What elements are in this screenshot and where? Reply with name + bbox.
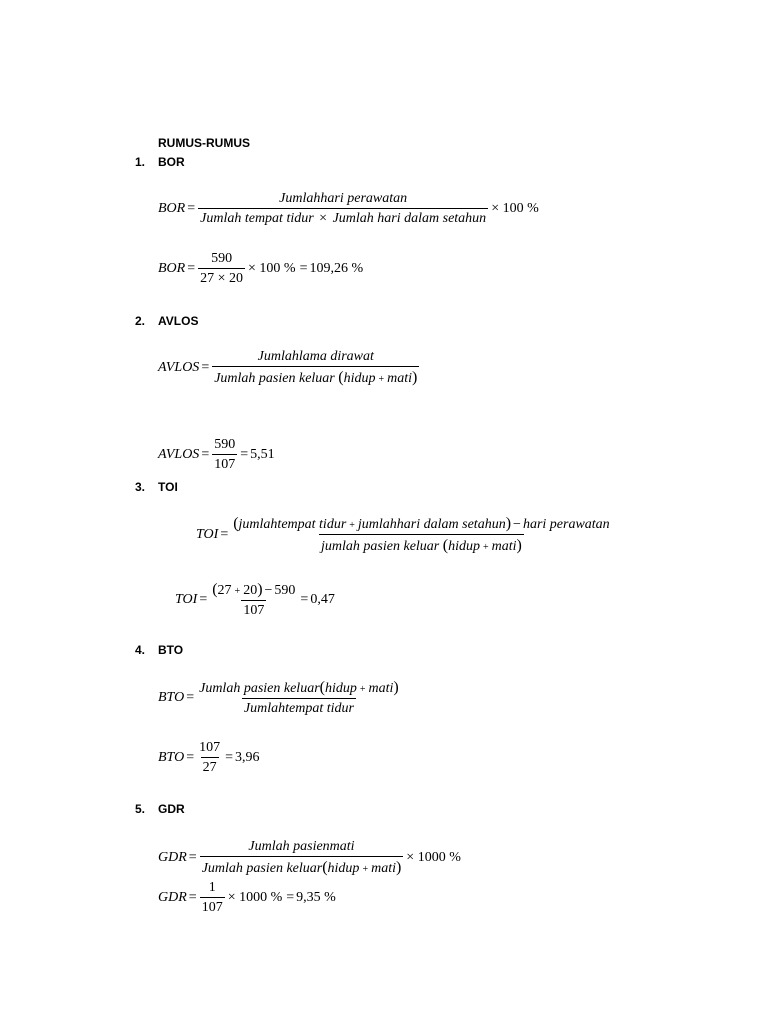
formula-lhs: BOR <box>158 201 186 216</box>
minus-sign: − <box>264 583 273 598</box>
fraction <box>200 840 404 876</box>
gdr-formula <box>158 840 463 876</box>
minus-sign: − <box>513 517 521 532</box>
formula-lhs: GDR <box>158 850 187 865</box>
numerator-term: 590 <box>274 583 296 598</box>
section-title: TOI <box>158 480 178 494</box>
calc-result: 109,26 % <box>309 261 364 276</box>
equals-sign: = <box>186 690 195 705</box>
equals-sign: = <box>300 592 309 607</box>
calc-lhs: BTO <box>158 750 185 765</box>
denominator-term: mati <box>491 539 517 554</box>
paren-open: ( <box>442 537 449 554</box>
fraction-denominator: 27 <box>201 757 219 775</box>
fraction-numerator <box>231 516 611 534</box>
paren-open: ( <box>338 369 344 386</box>
toi-calculation <box>175 582 335 618</box>
paren-close: ) <box>257 581 263 598</box>
avlos-calculation <box>158 438 275 472</box>
denominator-term: Jumlah hari dalam setahun <box>332 211 487 226</box>
bor-formula <box>158 192 541 226</box>
section-title: BOR <box>158 155 185 169</box>
toi-formula <box>196 516 613 554</box>
plus-sign: + <box>359 684 366 695</box>
denominator-term: hidup <box>448 539 480 554</box>
fraction-numerator <box>197 680 401 698</box>
calc-lhs: BOR <box>158 261 186 276</box>
numerator-term: jumlahtempat tidur <box>238 517 347 532</box>
equals-sign: = <box>225 750 234 765</box>
calc-lhs: AVLOS <box>158 447 200 462</box>
fraction-denominator <box>319 534 524 554</box>
paren-open: ( <box>212 581 218 598</box>
section-heading-avlos <box>135 314 199 328</box>
equals-sign: = <box>299 261 308 276</box>
section-title: BTO <box>158 643 184 657</box>
denominator-term: mati <box>387 371 412 386</box>
section-heading-toi <box>135 480 178 494</box>
plus-sign: + <box>234 586 241 597</box>
fraction <box>212 438 237 472</box>
equals-sign: = <box>201 447 210 462</box>
formula-lhs: AVLOS <box>158 360 200 375</box>
formula-lhs: BTO <box>158 690 185 705</box>
equals-sign: = <box>186 750 195 765</box>
paren-open: ( <box>233 515 239 532</box>
calc-lhs: TOI <box>175 592 198 607</box>
plus-sign: + <box>482 542 489 553</box>
bto-calculation <box>158 741 260 775</box>
numerator-term: jumlahhari dalam setahun <box>357 517 506 532</box>
section-number: 3. <box>135 480 146 494</box>
gdr-calculation <box>158 881 336 915</box>
equals-sign: = <box>188 890 197 905</box>
fraction-denominator: 107 <box>200 897 225 915</box>
denominator-term: Jumlah tempat tidur <box>200 211 314 226</box>
section-number: 5. <box>135 802 146 816</box>
numerator-term: mati <box>368 681 394 696</box>
bor-calculation <box>158 252 363 286</box>
numerator-term: hidup <box>324 681 357 696</box>
fraction-numerator: Jumlah pasienmati <box>248 839 355 854</box>
numerator-term: 20 <box>243 583 258 598</box>
fraction-numerator: 1 <box>208 880 216 895</box>
denominator-term: hidup <box>343 371 376 386</box>
equals-sign: = <box>199 592 208 607</box>
equals-sign: = <box>286 890 295 905</box>
fraction-numerator: 590 <box>214 437 236 452</box>
fraction-numerator: Jumlahlama dirawat <box>257 349 374 364</box>
plus-sign: + <box>362 864 369 875</box>
fraction-numerator <box>210 582 297 600</box>
formula-lhs: TOI <box>196 527 219 542</box>
equals-sign: = <box>188 850 197 865</box>
section-number: 2. <box>135 314 146 328</box>
fraction-denominator: 107 <box>241 600 266 618</box>
fraction-denominator: 27 × 20 <box>198 268 245 286</box>
fraction <box>198 192 488 226</box>
calc-result: 5,51 <box>250 447 275 462</box>
numerator-term: Jumlah pasien keluar <box>199 681 320 696</box>
equals-sign: = <box>187 261 196 276</box>
paren-close: ) <box>412 369 418 386</box>
fraction-denominator <box>200 856 404 876</box>
calc-result: 3,96 <box>235 750 260 765</box>
paren-close: ) <box>395 859 402 876</box>
denominator-term: Jumlah pasien keluar <box>214 371 335 386</box>
formula-suffix: × 100 % <box>491 201 539 216</box>
section-heading-gdr <box>135 802 185 816</box>
calc-suffix: × 1000 % <box>227 890 283 905</box>
numerator-term: hari perawatan <box>522 517 610 532</box>
fraction-numerator: 590 <box>211 251 233 266</box>
fraction-denominator <box>212 366 419 386</box>
section-title: AVLOS <box>158 314 199 328</box>
page-title: RUMUS-RUMUS <box>158 136 250 150</box>
fraction <box>231 516 611 554</box>
paren-close: ) <box>505 515 512 532</box>
fraction-numerator: 107 <box>199 740 221 755</box>
plus-sign: + <box>349 520 355 531</box>
numerator-term: 27 <box>217 583 232 598</box>
fraction <box>212 350 419 386</box>
fraction <box>200 881 225 915</box>
avlos-formula <box>158 350 420 386</box>
fraction-numerator: Jumlahhari perawatan <box>279 191 408 206</box>
fraction <box>197 741 222 775</box>
denominator-term: jumlah pasien keluar <box>321 539 440 554</box>
calc-suffix: × 100 % <box>248 261 296 276</box>
fraction-denominator: Jumlahtempat tidur <box>242 698 356 716</box>
formula-suffix: × 1000 % <box>406 850 461 865</box>
times-sign: × <box>319 211 328 226</box>
denominator-term: mati <box>371 861 396 876</box>
denominator-term: Jumlah pasien keluar <box>201 861 323 876</box>
fraction <box>210 582 297 618</box>
plus-sign: + <box>378 374 385 385</box>
denominator-term: hidup <box>327 861 360 876</box>
section-heading-bor <box>135 155 185 169</box>
section-number: 1. <box>135 155 146 169</box>
fraction <box>198 252 245 286</box>
paren-close: ) <box>393 679 399 696</box>
equals-sign: = <box>240 447 249 462</box>
fraction-denominator <box>198 208 488 226</box>
paren-open: ( <box>322 859 328 876</box>
section-number: 4. <box>135 643 146 657</box>
section-title: GDR <box>158 802 185 816</box>
fraction <box>197 680 401 716</box>
equals-sign: = <box>187 201 196 216</box>
fraction-denominator: 107 <box>212 454 237 472</box>
section-heading-bto <box>135 643 184 657</box>
equals-sign: = <box>201 360 210 375</box>
equals-sign: = <box>220 527 229 542</box>
paren-open: ( <box>319 679 325 696</box>
calc-result: 9,35 % <box>296 890 336 905</box>
paren-close: ) <box>516 537 522 554</box>
calc-lhs: GDR <box>158 890 187 905</box>
calc-result: 0,47 <box>310 592 335 607</box>
bto-formula <box>158 680 402 716</box>
